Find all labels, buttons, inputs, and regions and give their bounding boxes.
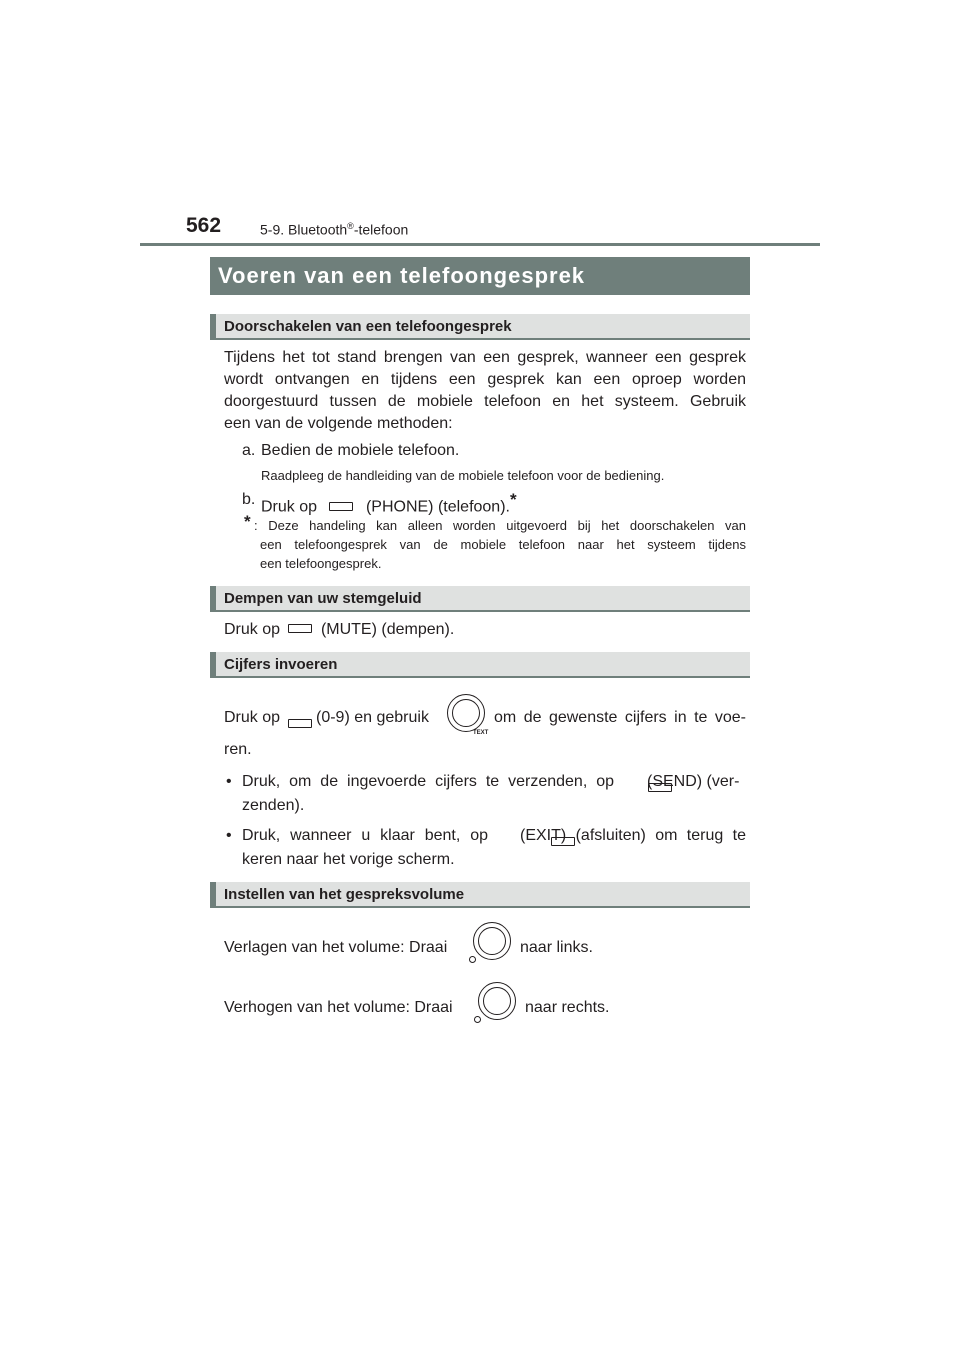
mute-text-after: (MUTE) (dempen). xyxy=(320,621,455,638)
footnote-line-1: : Deze handeling kan alleen worden uitgevoerd bij het doorschakelen van xyxy=(254,518,746,533)
transfer-intro-line-2: wordt ontvangen en tijdens een gesprek kan een oproep worden xyxy=(224,371,746,388)
bullet-2-marker: • xyxy=(226,827,232,844)
volume-knob-icon xyxy=(473,922,513,962)
footnote-star: * xyxy=(244,512,251,531)
bullet-1-marker: • xyxy=(226,773,232,790)
footnote xyxy=(254,516,746,573)
running-header-suffix: -telefoon xyxy=(353,221,409,238)
section-title: Voeren van een telefoongesprek xyxy=(210,257,750,295)
transfer-intro xyxy=(224,347,746,435)
running-header-prefix: 5-9. Bluetooth xyxy=(260,221,348,238)
bullet-1-text-a: Druk, om de ingevoerde cijfers te verzenden, op xyxy=(242,773,614,790)
digits-line-1-a: Druk op xyxy=(224,709,281,726)
footnote-line-2: een telefoongesprek van de mobiele telefoon naar het systeem tijdens xyxy=(260,537,746,552)
volume-knob-icon-2 xyxy=(478,982,518,1022)
subsection-digits-heading: Cijfers invoeren xyxy=(210,652,750,678)
volume-knob-2-inner-ring xyxy=(483,987,511,1015)
bullet-2-text-a: Druk, wanneer u klaar bent, op xyxy=(242,827,488,844)
bullet-1-text-c: zenden). xyxy=(242,797,305,814)
volume-knob-inner-ring xyxy=(478,927,506,955)
digits-button-icon xyxy=(288,719,312,728)
mute-text-before: Druk op xyxy=(224,621,281,638)
power-icon xyxy=(469,956,476,963)
tune-text-knob-icon xyxy=(447,694,487,734)
registered-mark: ® xyxy=(347,221,354,231)
subsection-mute-heading: Dempen van uw stemgeluid xyxy=(210,586,750,612)
mute-button-icon xyxy=(288,624,312,633)
option-a-note: Raadpleeg de handleiding van de mobiele telefoon voor de bediening. xyxy=(261,468,665,483)
mute-instruction xyxy=(224,619,454,641)
volume-up-text-b: naar rechts. xyxy=(525,999,610,1016)
power-icon-2 xyxy=(474,1016,481,1023)
running-header xyxy=(260,221,408,238)
header-rule xyxy=(140,243,820,246)
option-b-label: b. xyxy=(242,491,256,508)
digits-line-1-c: om de gewenste cijfers in te voe- xyxy=(494,709,746,726)
bullet-2-text-c: keren naar het vorige scherm. xyxy=(242,851,455,868)
bullet-1-text-b: (SEND) (ver- xyxy=(647,773,740,790)
option-b-text-after: (PHONE) (telefoon). xyxy=(365,498,510,516)
page-number: 562 xyxy=(186,214,222,237)
volume-down-text-b: naar links. xyxy=(520,939,593,956)
digits-line-1-b: (0-9) en gebruik xyxy=(316,709,429,726)
volume-down-text-a: Verlagen van het volume: Draai xyxy=(224,939,448,956)
subsection-transfer-heading: Doorschakelen van een telefoongesprek xyxy=(210,314,750,340)
footnote-line-3: een telefoongesprek. xyxy=(260,556,382,571)
transfer-intro-line-4: een van de volgende methoden: xyxy=(224,415,453,432)
footnote-marker: * xyxy=(509,490,517,509)
option-b-text-before: Druk op xyxy=(261,498,318,516)
subsection-volume-heading: Instellen van het gespreksvolume xyxy=(210,882,750,908)
knob-inner-ring xyxy=(452,699,480,727)
bullet-2-text-b: (EXIT) (afsluiten) om terug te xyxy=(520,827,746,844)
knob-label: TEXT xyxy=(473,730,489,736)
phone-button-icon xyxy=(329,502,353,511)
option-a-text: Bedien de mobiele telefoon. xyxy=(261,442,460,459)
volume-up-text-a: Verhogen van het volume: Draai xyxy=(224,999,453,1016)
transfer-intro-line-1: Tijdens het tot stand brengen van een gesprek, wanneer een gesprek xyxy=(224,349,746,366)
option-b-text xyxy=(261,489,517,518)
transfer-intro-line-3: doorgestuurd tussen de mobiele telefoon en het systeem. Gebruik xyxy=(224,393,746,410)
digits-line-2: ren. xyxy=(224,741,252,758)
option-a-label: a. xyxy=(242,442,256,459)
